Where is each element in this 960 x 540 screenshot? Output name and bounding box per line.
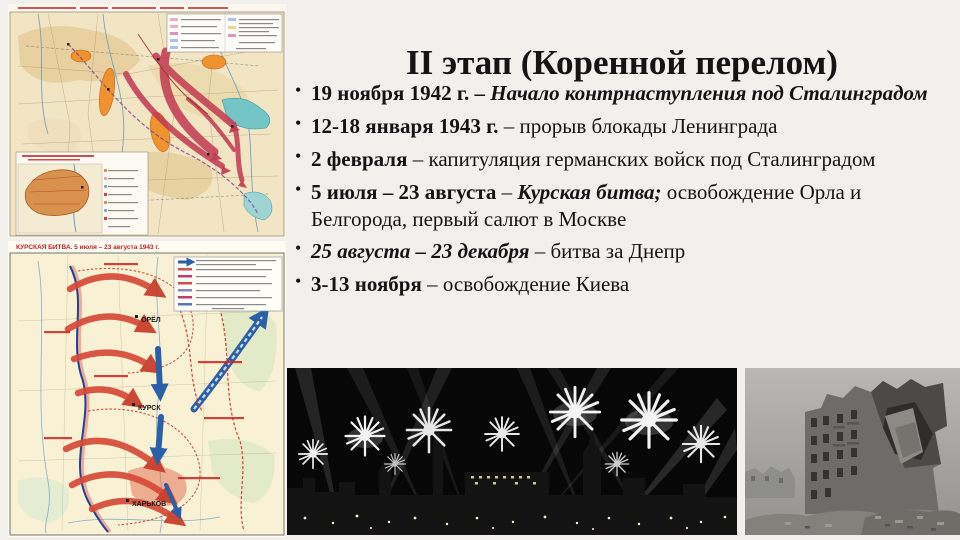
city-label-kharkov: ХАРЬКОВ [132, 501, 167, 508]
timeline-text-segment: – [421, 272, 443, 297]
timeline-text-segment: 19 ноября 1942 г. [311, 81, 470, 105]
timeline-list [294, 80, 952, 304]
stalingrad-counteroffensive-map [8, 4, 286, 238]
timeline-text-segment: освобождение Киева [442, 272, 630, 297]
stalingrad-ruins-photo [745, 368, 960, 535]
kursk-battle-map [8, 241, 286, 537]
timeline-item [294, 113, 952, 140]
timeline-text-segment: освобождение Орла и Белгорода, первый салют в Москве [311, 179, 862, 231]
timeline-item [294, 179, 952, 233]
timeline-text-segment: Курская битва; [517, 179, 662, 204]
moscow-salute-graphic [287, 368, 737, 535]
timeline-text-segment: 3-13 ноября [311, 272, 422, 297]
kursk-map-legend [174, 257, 282, 311]
kursk-map-graphic [8, 241, 286, 537]
timeline-text-segment: – [529, 239, 551, 264]
kursk-map-title: КУРСКАЯ БИТВА. 5 июля – 23 августа 1943 г. [16, 244, 160, 251]
timeline-text-segment: 25 августа – 23 декабря [311, 239, 530, 264]
timeline-text-segment: Начало контрнаступления под Сталинградом [490, 81, 928, 105]
city-label-kursk: КУРСК [138, 405, 161, 412]
map-legend [167, 14, 282, 52]
timeline-text-segment: битва за Днепр [550, 239, 686, 264]
moscow-salute-photo [287, 368, 737, 535]
timeline-item [294, 146, 952, 173]
timeline-text-segment: – [469, 81, 491, 105]
timeline-item [294, 271, 952, 298]
timeline-text-segment: прорыв блокады Ленинграда [519, 113, 778, 138]
timeline-text-segment: – [498, 113, 520, 138]
city-label-orel: ОРЁЛ [141, 317, 161, 324]
timeline-item [294, 238, 952, 265]
timeline-text-segment: 12-18 января 1943 г. [311, 113, 499, 138]
map-caption-dashes [18, 7, 228, 9]
timeline-text-segment: 5 июля – 23 августа [311, 179, 497, 204]
timeline-item [294, 80, 952, 107]
timeline-text-segment: – [407, 146, 429, 171]
ruins-graphic [745, 368, 960, 535]
stalingrad-map-graphic [8, 4, 286, 238]
stalingrad-pocket-inset [16, 152, 148, 235]
page-title: II этап (Коренной перелом) [406, 43, 838, 83]
timeline-text-segment: 2 февраля [311, 146, 408, 171]
timeline-text-segment: капитуляция германских войск под Сталинградом [428, 146, 876, 171]
timeline-text-segment: – [496, 179, 518, 204]
